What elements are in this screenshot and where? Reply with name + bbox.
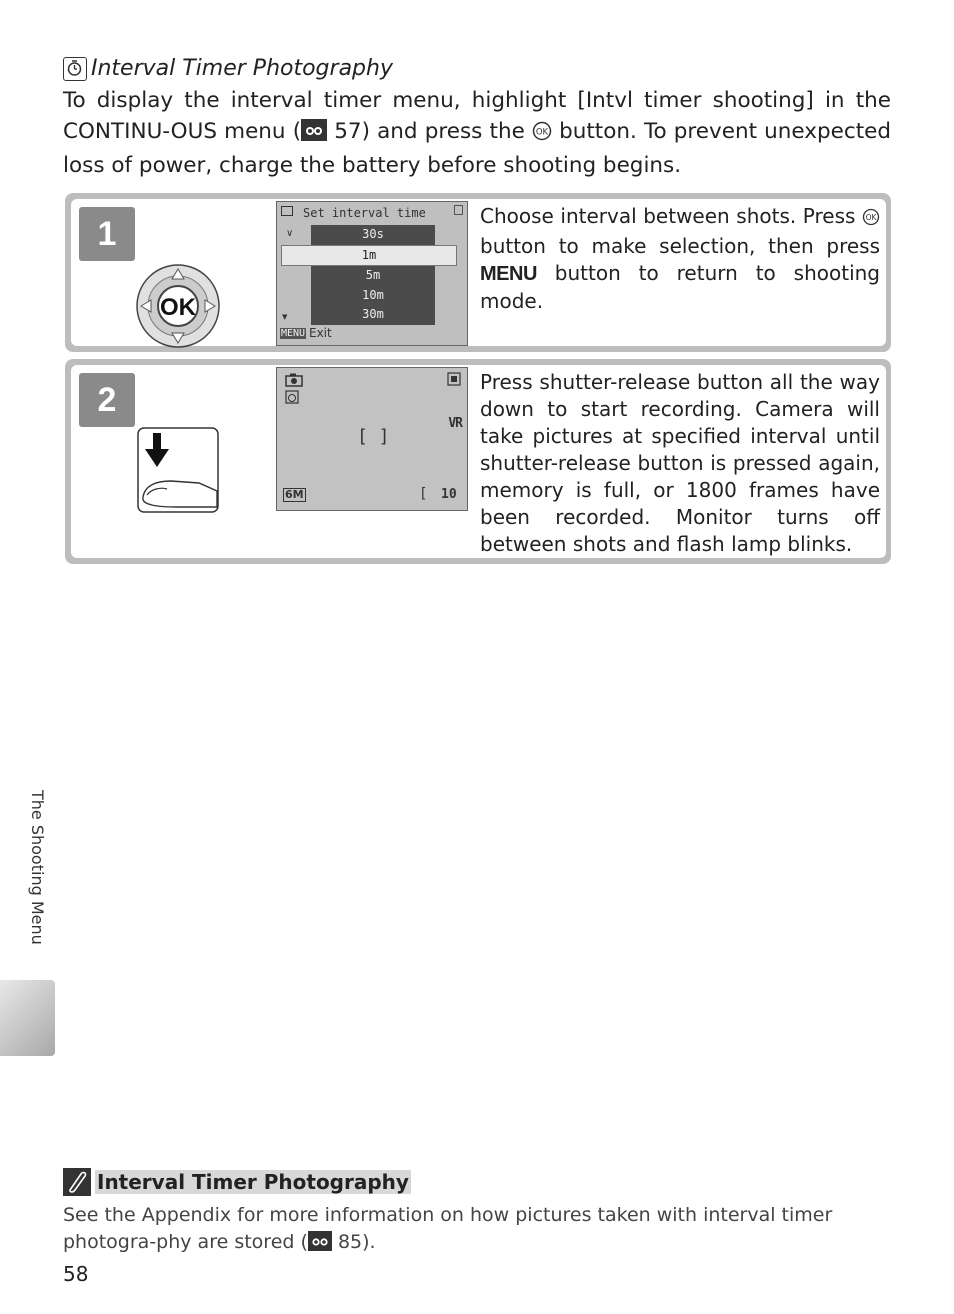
section-tab xyxy=(0,980,55,1056)
note-heading xyxy=(63,1168,891,1196)
image-size-label: 6M xyxy=(285,488,304,501)
interval-timer-icon xyxy=(63,57,87,81)
step-1-number: 1 xyxy=(79,207,135,261)
menu-item-10m[interactable]: 10m xyxy=(362,287,384,302)
step-2-panel xyxy=(65,359,891,564)
note-icon xyxy=(63,1168,91,1196)
interval-menu-screen xyxy=(276,201,468,346)
menu-list xyxy=(311,225,435,325)
note-body xyxy=(63,1202,891,1259)
scroll-down-icon: ▼ xyxy=(282,313,288,321)
note-section xyxy=(63,1168,891,1259)
menu-item-1m[interactable]: 1m xyxy=(281,245,457,267)
multi-selector-icon xyxy=(135,263,221,349)
step-1-text-1: Choose interval between shots. Press xyxy=(480,204,862,228)
step-1-text xyxy=(480,203,880,315)
menu-title-bar xyxy=(277,202,467,224)
ok-button-icon xyxy=(862,206,880,233)
step-1-panel xyxy=(65,193,891,352)
note-text-2: ). xyxy=(362,1231,376,1253)
menu-item-30m[interactable]: 30m xyxy=(362,307,384,321)
menu-item-5m[interactable]: 5m xyxy=(365,268,381,282)
menu-item-30s[interactable]: 30s xyxy=(362,227,384,241)
note-text-1: See the Appendix for more information on how pictures taken with interval timer photogra-phy are stored ( xyxy=(63,1204,833,1253)
intro-text-3: button. To prevent unexpected loss of power, charge the battery before shooting begins. xyxy=(63,119,891,178)
intro-body xyxy=(63,85,891,181)
step-2-text: Press shutter-release button all the way down to start recording. Camera will take pictures at specified interval until shutter-release button is pressed again, memory is full, or 1800 frames have been recorded. Monitor turns off between shots and flash lamp blinks. xyxy=(480,370,880,556)
note-title: Interval Timer Photography xyxy=(97,1170,409,1194)
step-2-number: 2 xyxy=(79,373,135,427)
intro-page-ref: 57 xyxy=(334,119,362,144)
frame-bracket-icon: [ xyxy=(419,486,428,502)
step-1-text-2: button to make selection, then press xyxy=(480,234,880,258)
battery-icon xyxy=(454,205,463,215)
intro-text-2: ) and press the xyxy=(361,119,532,144)
focus-bracket-icon: [ ] xyxy=(357,426,390,447)
intro-text-1: To display the interval timer menu, highlight [Intvl timer shooting] in the CONTINU-OUS menu ( xyxy=(63,88,891,144)
exit-label: Exit xyxy=(309,326,332,340)
menu-button-label: MENU xyxy=(281,328,306,339)
frames-remaining: 10 xyxy=(441,487,457,502)
shutter-press-icon xyxy=(137,427,219,513)
ok-button-icon xyxy=(532,119,552,150)
vr-label: VR xyxy=(448,416,462,431)
page-number: 58 xyxy=(63,1262,89,1286)
reference-icon xyxy=(301,119,327,150)
ok-label: OK xyxy=(160,294,196,321)
chevron-down-icon: ∨ xyxy=(286,228,294,239)
menu-word: MENU xyxy=(480,263,537,285)
svg-text:OK: OK xyxy=(535,127,549,138)
continuous-icon xyxy=(281,206,293,216)
camera-mode-icon xyxy=(285,373,303,387)
memory-icon xyxy=(447,372,461,386)
step-1-text-3: button to return to shooting mode. xyxy=(480,261,881,313)
reference-icon xyxy=(308,1231,332,1259)
section-label: The Shooting Menu xyxy=(28,790,47,945)
menu-title: Set interval time xyxy=(303,206,426,220)
intro-title: Interval Timer Photography xyxy=(91,56,393,81)
note-page-ref: 85 xyxy=(337,1231,363,1253)
interval-timer-icon xyxy=(285,390,299,404)
intro-section xyxy=(63,55,891,181)
svg-text:OK: OK xyxy=(865,213,877,222)
intro-heading xyxy=(63,55,891,83)
shooting-screen xyxy=(276,367,468,511)
